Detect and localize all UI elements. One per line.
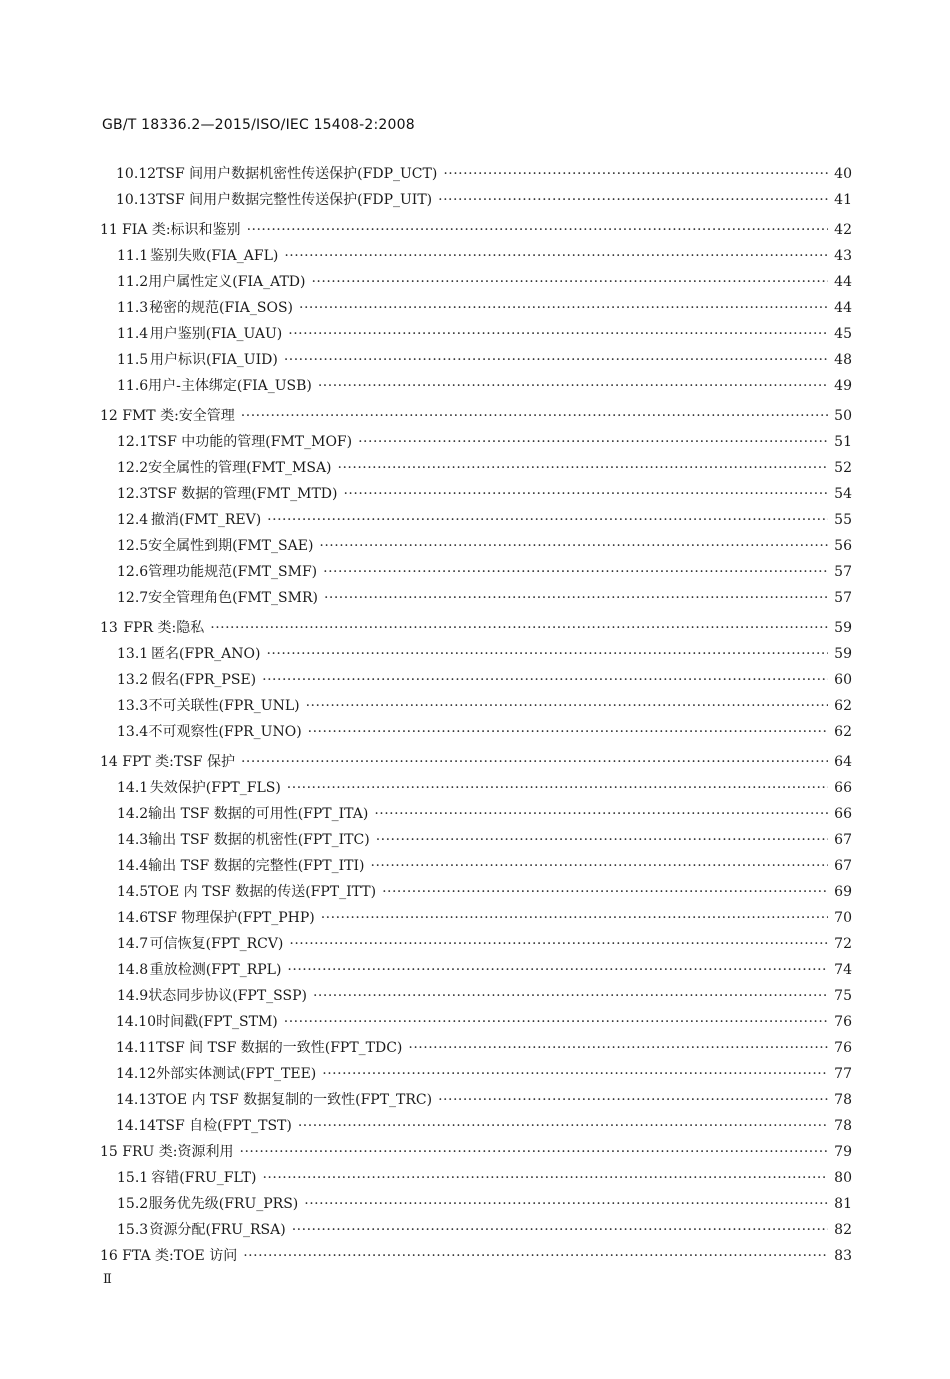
dot-leader (338, 459, 828, 477)
toc-entry-title: 管理功能规范(FMT_SMF) (148, 564, 318, 580)
page-number: Ⅱ (103, 1272, 112, 1287)
toc-entry-page: 56 (834, 538, 852, 554)
toc-entry-number: 14.6 (117, 910, 149, 926)
toc-entry-number: 15.1 (117, 1170, 149, 1186)
toc-section-entry[interactable] (117, 987, 852, 1005)
toc-entry-page: 66 (834, 780, 852, 796)
toc-entry-number: 11 (100, 222, 118, 238)
toc-entry-title: 用户标识(FIA_UID) (149, 352, 278, 368)
toc-entry-title: 匿名(FPR_ANO) (151, 646, 261, 662)
toc-section-entry[interactable] (117, 433, 852, 451)
dot-leader (318, 377, 828, 395)
toc-entry-number: 11.6 (117, 378, 149, 394)
toc-section-entry[interactable] (117, 1169, 852, 1187)
dot-leader (262, 671, 828, 689)
toc-entry-title: 服务优先级(FRU_PRS) (148, 1196, 299, 1212)
toc-section-entry[interactable] (117, 805, 852, 823)
dot-leader (289, 935, 828, 953)
toc-entry-number: 10.12 (116, 166, 157, 182)
toc-section-entry[interactable] (117, 935, 852, 953)
toc-entry-title: 状态同步协议(FPT_SSP) (148, 988, 307, 1004)
toc-section-entry[interactable] (117, 909, 852, 927)
toc-entry-page: 42 (834, 222, 852, 238)
toc-section-entry[interactable] (116, 191, 852, 209)
dot-leader (243, 1247, 828, 1265)
toc-entry-title: FPT 类:TSF 保护 (122, 754, 235, 770)
toc-entry-page: 78 (834, 1092, 852, 1108)
toc-entry-number: 11.2 (117, 274, 149, 290)
toc-entry-number: 14.11 (116, 1040, 157, 1056)
toc-section-entry[interactable] (117, 831, 852, 849)
toc-entry-title: 鉴别失败(FIA_AFL) (149, 248, 279, 264)
toc-entry-number: 13 (100, 620, 118, 636)
toc-entry-page: 44 (834, 274, 852, 290)
dot-leader (306, 697, 828, 715)
toc-entry-title: TOE 内 TSF 数据的传送(FPT_ITT) (148, 884, 377, 900)
toc-entry-page: 52 (834, 460, 852, 476)
dot-leader (292, 1221, 828, 1239)
dot-leader (323, 563, 828, 581)
toc-entry-number: 14.13 (116, 1092, 157, 1108)
toc-section-entry[interactable] (117, 645, 852, 663)
toc-entry-page: 62 (834, 698, 852, 714)
toc-entry-page: 74 (834, 962, 852, 978)
toc-entry-page: 64 (834, 754, 852, 770)
toc-entry-title: 秘密的规范(FIA_SOS) (149, 300, 293, 316)
toc-chapter-entry[interactable] (100, 221, 852, 239)
toc-entry-number: 14.3 (117, 832, 149, 848)
toc-entry-number: 14.7 (117, 936, 149, 952)
toc-entry-number: 14.5 (117, 884, 149, 900)
toc-entry-page: 60 (834, 672, 852, 688)
toc-section-entry[interactable] (116, 1065, 852, 1083)
dot-leader (321, 909, 828, 927)
toc-entry-number: 11.1 (117, 248, 149, 264)
toc-entry-number: 14.10 (116, 1014, 157, 1030)
toc-section-entry[interactable] (117, 247, 852, 265)
toc-entry-title: FPR 类:隐私 (123, 620, 205, 636)
toc-entry-page: 81 (834, 1196, 852, 1212)
dot-leader (247, 221, 828, 239)
toc-entry-title: TSF 间 TSF 数据的一致性(FPT_TDC) (156, 1040, 403, 1056)
toc-entry-number: 12.2 (117, 460, 149, 476)
dot-leader (241, 407, 828, 425)
toc-entry-number: 15.3 (117, 1222, 149, 1238)
toc-section-entry[interactable] (117, 511, 852, 529)
toc-entry-number: 15.2 (117, 1196, 149, 1212)
dot-leader (210, 619, 828, 637)
toc-entry-title: 输出 TSF 数据的可用性(FPT_ITA) (148, 806, 369, 822)
toc-entry-page: 75 (834, 988, 852, 1004)
dot-leader (376, 831, 828, 849)
toc-entry-title: FTA 类:TOE 访问 (122, 1248, 238, 1264)
toc-entry-page: 45 (834, 326, 852, 342)
toc-entry-title: 可信恢复(FPT_RCV) (149, 936, 284, 952)
dot-leader (311, 273, 828, 291)
toc-entry-number: 12.5 (117, 538, 149, 554)
dot-leader (287, 779, 828, 797)
toc-entry-title: 失效保护(FPT_FLS) (149, 780, 281, 796)
toc-entry-number: 13.2 (117, 672, 149, 688)
toc-section-entry[interactable] (117, 563, 852, 581)
dot-leader (304, 1195, 828, 1213)
toc-section-entry[interactable] (117, 299, 852, 317)
toc-entry-title: 撤消(FMT_REV) (150, 512, 262, 528)
toc-chapter-entry[interactable] (100, 619, 852, 637)
dot-leader (438, 191, 828, 209)
toc-entry-title: 输出 TSF 数据的完整性(FPT_ITI) (148, 858, 365, 874)
toc-entry-title: TSF 自检(FPT_TST) (156, 1118, 292, 1134)
dot-leader (443, 165, 828, 183)
toc-entry-title: 不可关联性(FPR_UNL) (148, 698, 300, 714)
toc-section-entry[interactable] (117, 589, 852, 607)
toc-entry-page: 50 (834, 408, 852, 424)
toc-entry-title: 重放检测(FPT_RPL) (149, 962, 282, 978)
toc-entry-number: 11.5 (117, 352, 149, 368)
toc-entry-page: 76 (834, 1014, 852, 1030)
toc-entry-number: 12.3 (117, 486, 149, 502)
toc-section-entry[interactable] (117, 961, 852, 979)
toc-entry-page: 82 (834, 1222, 852, 1238)
toc-entry-page: 78 (834, 1118, 852, 1134)
toc-entry-title: 安全属性到期(FMT_SAE) (148, 538, 314, 554)
toc-entry-number: 14.1 (117, 780, 149, 796)
toc-entry-number: 14.4 (117, 858, 149, 874)
toc-entry-number: 12.6 (117, 564, 149, 580)
toc-chapter-entry[interactable] (100, 1247, 852, 1265)
toc-section-entry[interactable] (117, 273, 852, 291)
dot-leader (308, 723, 828, 741)
toc-entry-page: 55 (834, 512, 852, 528)
toc-entry-title: 容错(FRU_FLT) (151, 1170, 257, 1186)
toc-entry-number: 11.4 (117, 326, 149, 342)
toc-entry-page: 69 (834, 884, 852, 900)
toc-entry-title: 安全管理角色(FMT_SMR) (148, 590, 318, 606)
dot-leader (313, 987, 828, 1005)
dot-leader (298, 1117, 828, 1135)
dot-leader (374, 805, 828, 823)
toc-entry-title: 不可观察性(FPR_UNO) (148, 724, 302, 740)
toc-section-entry[interactable] (117, 671, 852, 689)
toc-entry-page: 77 (834, 1066, 852, 1082)
toc-section-entry[interactable] (117, 697, 852, 715)
toc-section-entry[interactable] (117, 1221, 852, 1239)
toc-entry-page: 80 (834, 1170, 852, 1186)
dot-leader (382, 883, 828, 901)
toc-entry-page: 40 (834, 166, 852, 182)
toc-entry-title: 时间戳(FPT_STM) (156, 1014, 278, 1030)
toc-entry-page: 54 (834, 486, 852, 502)
toc-entry-page: 49 (834, 378, 852, 394)
toc-entry-number: 14.8 (117, 962, 149, 978)
toc-section-entry[interactable] (117, 779, 852, 797)
dot-leader (284, 351, 828, 369)
dot-leader (438, 1091, 828, 1109)
toc-entry-number: 12.7 (117, 590, 149, 606)
toc-entry-title: TOE 内 TSF 数据复制的一致性(FPT_TRC) (156, 1092, 433, 1108)
dot-leader (358, 433, 828, 451)
toc-entry-title: 用户-主体绑定(FIA_USB) (148, 378, 312, 394)
toc-section-entry[interactable] (117, 1195, 852, 1213)
toc-section-entry[interactable] (117, 857, 852, 875)
toc-entry-title: 外部实体测试(FPT_TEE) (156, 1066, 317, 1082)
toc-entry-number: 14.14 (116, 1118, 157, 1134)
toc-entry-number: 15 (100, 1144, 118, 1160)
document-header: GB/T 18336.2—2015/ISO/IEC 15408-2:2008 (102, 117, 415, 133)
toc-entry-page: 44 (834, 300, 852, 316)
toc-chapter-entry[interactable] (100, 1143, 852, 1161)
toc-entry-title: 资源分配(FRU_RSA) (149, 1222, 286, 1238)
toc-entry-title: TSF 间用户数据完整性传送保护(FDP_UIT) (156, 192, 433, 208)
toc-entry-page: 48 (834, 352, 852, 368)
toc-section-entry[interactable] (116, 1117, 852, 1135)
toc-entry-page: 59 (834, 620, 852, 636)
toc-chapter-entry[interactable] (100, 407, 852, 425)
toc-entry-page: 79 (834, 1144, 852, 1160)
toc-entry-number: 13.4 (117, 724, 149, 740)
toc-section-entry[interactable] (117, 325, 852, 343)
toc-entry-number: 13.3 (117, 698, 149, 714)
toc-section-entry[interactable] (117, 537, 852, 555)
toc-entry-page: 41 (834, 192, 852, 208)
toc-entry-number: 14 (100, 754, 118, 770)
toc-section-entry[interactable] (117, 723, 852, 741)
dot-leader (262, 1169, 828, 1187)
toc-section-entry[interactable] (117, 377, 852, 395)
toc-entry-title: TSF 物理保护(FPT_PHP) (148, 910, 315, 926)
toc-entry-page: 70 (834, 910, 852, 926)
toc-entry-page: 57 (834, 590, 852, 606)
toc-entry-page: 57 (834, 564, 852, 580)
toc-entry-page: 67 (834, 832, 852, 848)
toc-entry-number: 16 (100, 1248, 118, 1264)
dot-leader (240, 1143, 828, 1161)
toc-entry-title: 输出 TSF 数据的机密性(FPT_ITC) (148, 832, 370, 848)
toc-entry-page: 59 (834, 646, 852, 662)
toc-entry-title: 假名(FPR_PSE) (151, 672, 257, 688)
toc-chapter-entry[interactable] (100, 753, 852, 771)
toc-entry-page: 83 (834, 1248, 852, 1264)
toc-entry-title: 安全属性的管理(FMT_MSA) (148, 460, 332, 476)
toc-entry-page: 76 (834, 1040, 852, 1056)
dot-leader (324, 589, 828, 607)
toc-entry-title: FMT 类:安全管理 (122, 408, 235, 424)
toc-entry-title: 用户属性定义(FIA_ATD) (148, 274, 306, 290)
toc-entry-title: TSF 数据的管理(FMT_MTD) (148, 486, 338, 502)
toc-entry-page: 43 (834, 248, 852, 264)
toc-section-entry[interactable] (117, 883, 852, 901)
toc-entry-number: 13.1 (117, 646, 149, 662)
toc-section-entry[interactable] (116, 1091, 852, 1109)
dot-leader (319, 537, 828, 555)
dot-leader (287, 961, 828, 979)
toc-entry-title: TSF 中功能的管理(FMT_MOF) (148, 434, 353, 450)
dot-leader (241, 753, 828, 771)
toc-entry-title: TSF 间用户数据机密性传送保护(FDP_UCT) (156, 166, 438, 182)
toc-entry-number: 14.2 (117, 806, 149, 822)
dot-leader (284, 247, 828, 265)
toc-section-entry[interactable] (116, 165, 852, 183)
dot-leader (322, 1065, 828, 1083)
toc-entry-number: 12.4 (117, 512, 149, 528)
dot-leader (288, 325, 828, 343)
toc-entry-title: FIA 类:标识和鉴别 (122, 222, 241, 238)
toc-section-entry[interactable] (117, 351, 852, 369)
toc-entry-number: 12 (100, 408, 118, 424)
dot-leader (371, 857, 828, 875)
toc-section-entry[interactable] (116, 1013, 852, 1031)
dot-leader (266, 645, 828, 663)
toc-entry-page: 62 (834, 724, 852, 740)
dot-leader (284, 1013, 828, 1031)
toc-entry-number: 10.13 (116, 192, 157, 208)
toc-entry-title: FRU 类:资源利用 (122, 1144, 234, 1160)
toc-entry-number: 14.9 (117, 988, 149, 1004)
dot-leader (267, 511, 828, 529)
toc-entry-number: 12.1 (117, 434, 149, 450)
toc-section-entry[interactable] (117, 485, 852, 503)
toc-entry-page: 67 (834, 858, 852, 874)
toc-section-entry[interactable] (116, 1039, 852, 1057)
dot-leader (408, 1039, 828, 1057)
toc-entry-number: 14.12 (116, 1066, 157, 1082)
toc-entry-title: 用户鉴别(FIA_UAU) (149, 326, 283, 342)
toc-entry-page: 72 (834, 936, 852, 952)
toc-entry-number: 11.3 (117, 300, 149, 316)
toc-entry-page: 66 (834, 806, 852, 822)
dot-leader (343, 485, 828, 503)
dot-leader (299, 299, 828, 317)
toc-entry-page: 51 (834, 434, 852, 450)
toc-section-entry[interactable] (117, 459, 852, 477)
